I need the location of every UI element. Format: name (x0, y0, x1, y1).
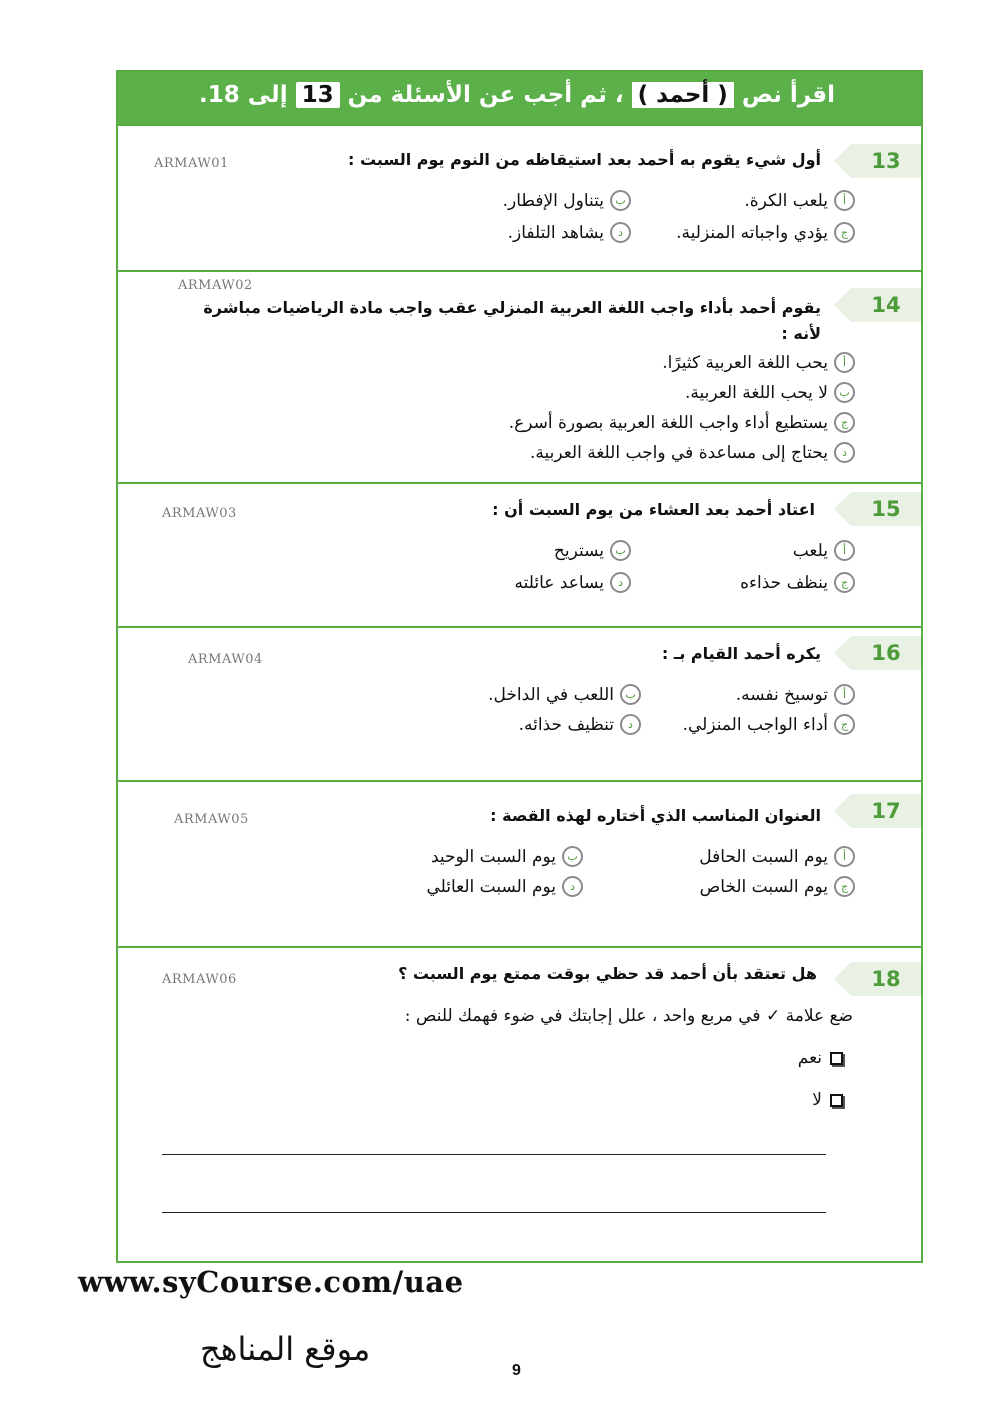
option-text: لا يحب اللغة العربية. (684, 382, 828, 403)
option-letter: أ (834, 540, 855, 561)
checkbox-icon[interactable] (830, 1052, 843, 1065)
question-13 (118, 124, 921, 270)
question-number: 16 (851, 636, 921, 670)
question-number: 14 (851, 288, 921, 322)
question-17 (118, 780, 921, 946)
question-number: 15 (851, 492, 921, 526)
option-a[interactable] (793, 540, 855, 561)
option-c[interactable] (740, 572, 855, 593)
option-letter: ج (834, 714, 855, 735)
header-part2: ، ثم أجب عن الأسئلة من (347, 82, 624, 108)
option-letter: أ (834, 352, 855, 373)
option-letter: ب (610, 540, 631, 561)
instruction-text: ضع علامة ✓ في مربع واحد ، علل إجابتك في ضوء فهمك للنص : (404, 1006, 853, 1026)
question-16 (118, 626, 921, 780)
option-b[interactable] (488, 684, 641, 705)
option-letter: ب (562, 846, 583, 867)
option-letter: ب (620, 684, 641, 705)
question-15 (118, 482, 921, 626)
option-letter: أ (834, 846, 855, 867)
option-text: يستطيع أداء واجب اللغة العربية بصورة أسرع. (508, 412, 828, 433)
question-text: اعتاد أحمد بعد العشاء من يوم السبت أن : (492, 500, 815, 519)
option-letter: ب (610, 190, 631, 211)
option-text: يؤدي واجباته المنزلية. (676, 222, 828, 243)
option-d[interactable] (426, 876, 583, 897)
option-letter: د (620, 714, 641, 735)
option-d[interactable] (508, 222, 631, 243)
item-code: ARMAW04 (188, 652, 263, 667)
option-text: ينظف حذاءه (740, 572, 828, 593)
question-text: يقوم أحمد بأداء واجب اللغة العربية المنزلي عقب واجب مادة الرياضيات مباشرة (203, 298, 821, 317)
question-number: 18 (851, 962, 921, 996)
option-text: يحتاج إلى مساعدة في واجب اللغة العربية. (529, 442, 828, 463)
option-d[interactable] (515, 572, 631, 593)
exam-frame (116, 70, 923, 1263)
instructions-header (118, 72, 921, 124)
option-text: يوم السبت العائلي (426, 876, 556, 897)
option-c[interactable] (509, 412, 855, 433)
option-b[interactable] (503, 190, 631, 211)
option-letter: د (562, 876, 583, 897)
footer-site-name: موقع المناهج (200, 1330, 371, 1368)
choice-label: نعم (797, 1048, 822, 1068)
option-text: يشاهد التلفاز. (507, 222, 604, 243)
option-b[interactable] (554, 540, 631, 561)
answer-line-2[interactable] (162, 1212, 826, 1213)
option-letter: أ (834, 684, 855, 705)
option-text: توسيخ نفسه. (735, 684, 828, 705)
option-a[interactable] (699, 846, 855, 867)
question-number: 17 (851, 794, 921, 828)
option-letter: ب (834, 382, 855, 403)
option-text: يلعب الكرة. (744, 190, 828, 211)
option-text: يساعد عائلته (514, 572, 604, 593)
option-text: يوم السبت الحافل (699, 846, 828, 867)
no-checkbox[interactable] (812, 1090, 843, 1110)
option-text: يحب اللغة العربية كثيرًا. (662, 352, 828, 373)
option-text: يوم السبت الخاص (699, 876, 828, 897)
question-text: يكره أحمد القيام بـ : (661, 644, 821, 663)
page-number: 9 (512, 1362, 521, 1379)
option-letter: د (834, 442, 855, 463)
question-text: أول شيء يقوم به أحمد بعد استيقاظه من النوم يوم السبت : (347, 150, 821, 169)
option-text: يتناول الإفطار. (502, 190, 604, 211)
option-c[interactable] (683, 714, 855, 735)
footer-url[interactable]: www.syCourse.com/uae (78, 1265, 464, 1299)
question-text-continued: لأنه : (781, 324, 821, 343)
option-letter: د (610, 572, 631, 593)
question-18 (118, 946, 921, 1261)
option-letter: ج (834, 572, 855, 593)
question-number: 13 (851, 144, 921, 178)
option-text: تنظيف حذائه. (518, 714, 614, 735)
option-letter: ج (834, 412, 855, 433)
option-a[interactable] (736, 684, 855, 705)
item-code: ARMAW02 (178, 278, 253, 293)
option-text: اللعب في الداخل. (488, 684, 614, 705)
option-b[interactable] (431, 846, 583, 867)
option-c[interactable] (676, 222, 855, 243)
item-code: ARMAW03 (162, 506, 237, 521)
option-a[interactable] (662, 352, 855, 373)
option-text: يستريح (553, 540, 604, 561)
header-title (199, 82, 835, 108)
option-c[interactable] (700, 876, 855, 897)
item-code: ARMAW05 (174, 812, 249, 827)
question-14 (118, 270, 921, 482)
yes-checkbox[interactable] (798, 1048, 843, 1068)
option-letter: ج (834, 876, 855, 897)
item-code: ARMAW06 (162, 972, 237, 987)
option-text: يلعب (792, 540, 828, 561)
option-d[interactable] (530, 442, 855, 463)
question-text: العنوان المناسب الذي أختاره لهذه القصة : (490, 806, 821, 825)
option-text: يوم السبت الوحيد (431, 846, 556, 867)
answer-line-1[interactable] (162, 1154, 826, 1155)
option-letter: د (610, 222, 631, 243)
checkbox-icon[interactable] (830, 1094, 843, 1107)
choice-label: لا (812, 1090, 822, 1110)
option-a[interactable] (744, 190, 855, 211)
item-code: ARMAW01 (154, 156, 229, 171)
option-b[interactable] (685, 382, 855, 403)
option-text: أداء الواجب المنزلي. (682, 714, 828, 735)
question-text: هل تعتقد بأن أحمد قد حظي بوقت ممتع يوم السبت ؟ (398, 964, 817, 983)
header-from: 13 (296, 82, 340, 108)
option-letter: أ (834, 190, 855, 211)
header-name: ( أحمد ) (632, 82, 734, 108)
option-d[interactable] (519, 714, 641, 735)
header-part1: اقرأ نص (741, 82, 835, 108)
option-letter: ج (834, 222, 855, 243)
header-part3: إلى 18. (199, 82, 288, 108)
